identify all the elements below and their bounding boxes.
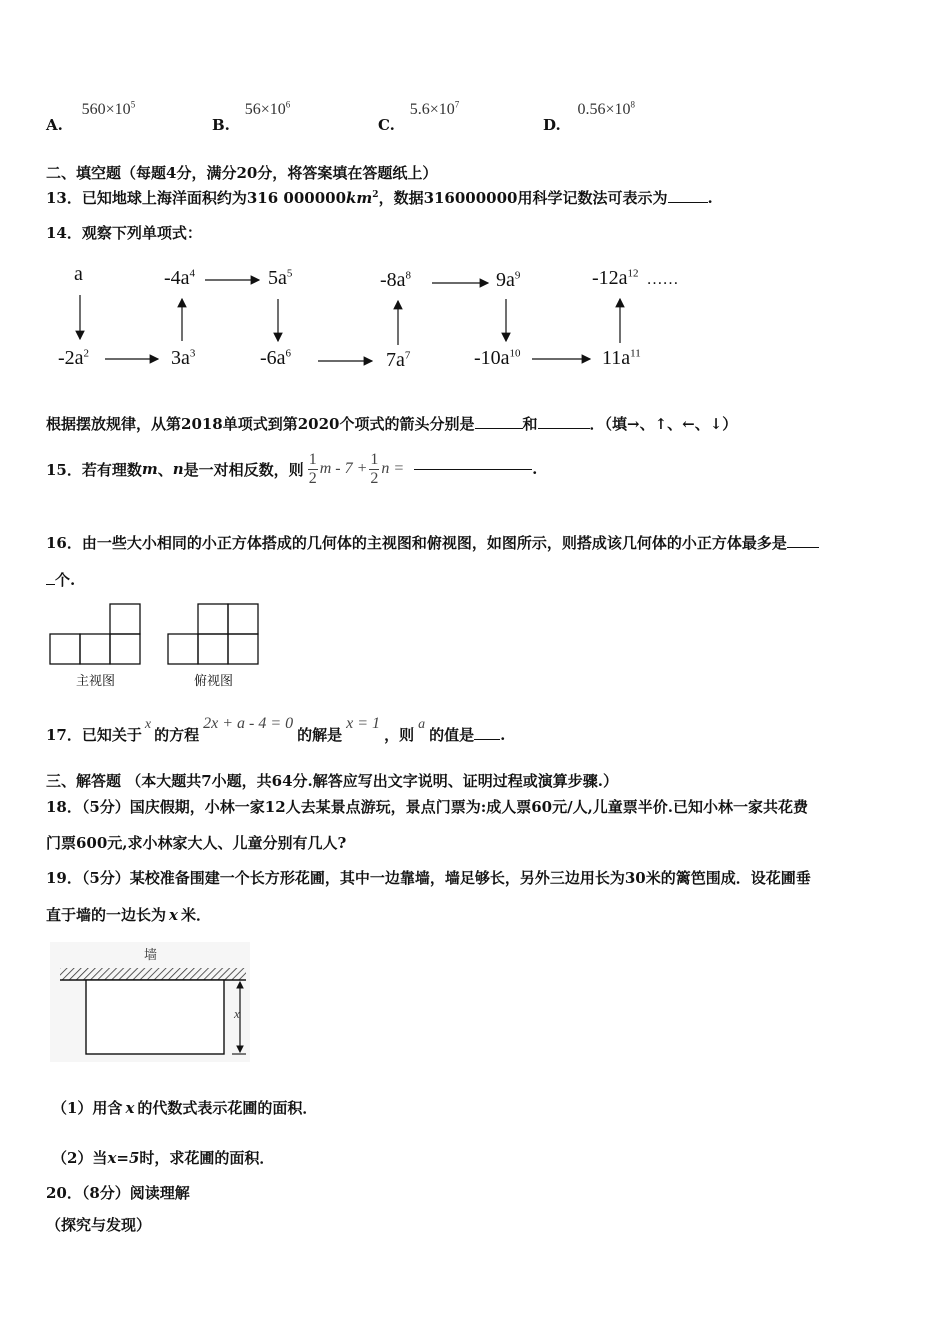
fraction-half: $\frac{1}{2}$ <box>308 450 317 487</box>
garden-figure <box>50 942 250 1062</box>
term: $7a^7$ <box>386 349 411 371</box>
term: $-4a^4$ <box>164 267 196 289</box>
section3-heading: 三、解答题 （本大题共7小题，共64分.解答应写出文字说明、证明过程或演算步骤.） <box>46 772 618 790</box>
equation: 2x + a - 4 = 0 <box>203 715 294 732</box>
sequence-diagram <box>40 255 720 380</box>
option-letter: C. <box>378 116 395 135</box>
term: $9a^9$ <box>496 269 521 291</box>
expression: m - 7 + <box>319 460 368 477</box>
term: $-12a^{12}$ …… <box>592 267 679 289</box>
question-19-part2: （2）当x=5时，求花圃的面积． <box>52 1149 275 1167</box>
question-20-subtitle: （探究与发现） <box>46 1216 152 1234</box>
term: a <box>74 263 83 285</box>
side-x-label: x <box>234 1006 240 1021</box>
option-value: $560\times 10^5$ <box>81 100 136 119</box>
question-13: 13．已知地球上海洋面积约为316 $000000km^2$，数据316000000用科学记数法可表示为 . <box>46 189 713 207</box>
garden-diagram <box>50 942 250 1062</box>
answer-blank <box>538 428 590 429</box>
term: $5a^5$ <box>268 267 293 289</box>
question-15: 15．若有理数 m 、 n 是一对相反数，则 $\frac{1}{2}$ m - 7 + $\frac{1}{2}$ n = . <box>46 450 538 487</box>
question-16-line1: 16．由一些大小相同的小正方体搭成的几何体的主视图和俯视图，如图所示，则搭成该几何体的小正方体最多是 <box>46 532 819 553</box>
option-a <box>46 100 136 135</box>
option-d <box>543 100 636 135</box>
top-view-figure <box>166 602 266 668</box>
option-value: $0.56\times 10^8$ <box>577 100 636 119</box>
question-14-ask: 根据摆放规律，从第2018单项式到第2020个项式的箭头分别是 和 ．（填→、↑、←、↓） <box>46 415 738 433</box>
question-16-line2: 个. <box>46 569 75 590</box>
question-19-part1: （1）用含 x 的代数式表示花圃的面积． <box>52 1099 318 1117</box>
question-17: 17．已知关于x的方程2x + a - 4 = 0的解是x = 1，则a的值是 . <box>46 715 506 744</box>
term: $-2a^2$ <box>58 347 90 369</box>
question-19-line1: 19．（5分）某校准备围建一个长方形花圃，其中一边靠墙，墙足够长，另外三边用长为30米的篱笆围成．设花圃垂 <box>46 869 811 887</box>
answer-blank <box>475 428 523 429</box>
question-20-title: 20．（8分）阅读理解 <box>46 1184 190 1202</box>
front-view-caption: 主视图 <box>76 674 116 689</box>
expression: n = <box>381 460 405 477</box>
term: $-10a^{10}$ <box>474 347 521 369</box>
question-18-line1: 18．（5分）国庆假期，小林一家12人去某景点游玩，景点门票为:成人票60元/人,儿童票半价.已知小林一家共花费 <box>46 798 809 816</box>
option-value: $56\times 10^6$ <box>244 100 291 119</box>
question-18-line2: 门票600元,求小林家大人、儿童分别有几人? <box>46 834 347 852</box>
answer-blank <box>668 202 708 203</box>
answer-blank <box>46 584 55 585</box>
option-letter: B. <box>212 116 230 135</box>
option-b <box>212 100 291 135</box>
option-letter: D. <box>543 116 561 135</box>
term: $-8a^8$ <box>380 269 412 291</box>
fraction-half: $\frac{1}{2}$ <box>370 450 379 487</box>
wall-label: 墙 <box>144 948 158 963</box>
top-view-caption: 俯视图 <box>194 674 234 689</box>
answer-blank <box>787 547 819 548</box>
term: $-6a^6$ <box>260 347 292 369</box>
front-view-figure <box>48 602 148 668</box>
question-14-title: 14．观察下列单项式： <box>46 224 202 242</box>
option-letter: A. <box>46 116 63 135</box>
term: $11a^{11}$ <box>602 347 641 369</box>
term: $3a^3$ <box>171 347 196 369</box>
option-value: $5.6\times 10^7$ <box>409 100 460 119</box>
answer-blank <box>414 469 532 470</box>
section2-heading: 二、填空题（每题4分，满分20分，将答案填在答题纸上） <box>46 164 438 182</box>
answer-blank <box>474 739 500 740</box>
option-c <box>378 100 460 135</box>
solution: x = 1 <box>346 715 381 732</box>
question-19-line2: 直于墙的一边长为 x 米． <box>46 906 211 924</box>
